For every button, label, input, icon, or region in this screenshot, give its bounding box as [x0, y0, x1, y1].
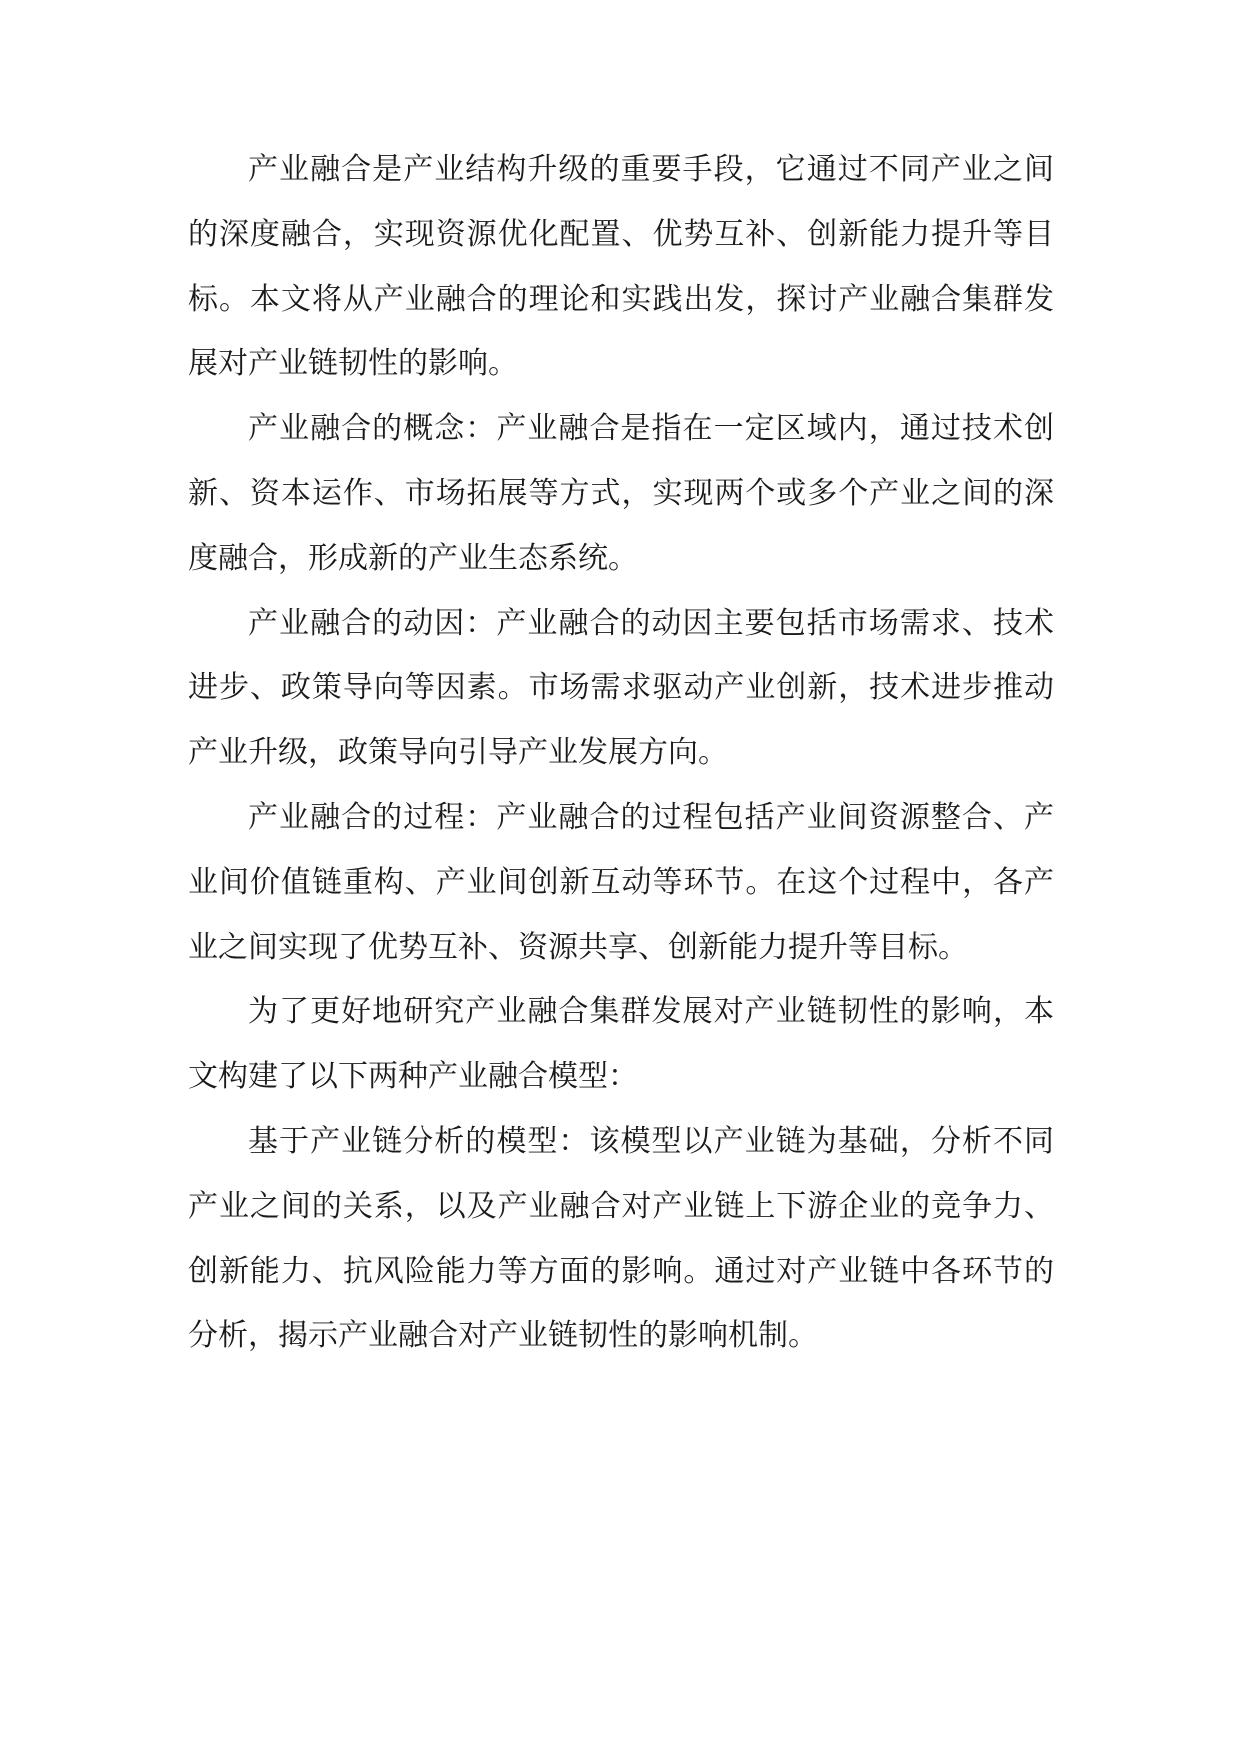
paragraph-concept: 产业融合的概念：产业融合是指在一定区域内，通过技术创新、资本运作、市场拓展等方式，实现两个或多个产业之间的深度融合，形成新的产业生态系统。: [188, 411, 1054, 576]
paragraph-intro: 产业融合是产业结构升级的重要手段，它通过不同产业之间的深度融合，实现资源优化配置、优势互补、创新能力提升等目标。本文将从产业融合的理论和实践出发，探讨产业融合集群发展对产业链韧性的影响。: [188, 152, 1054, 382]
paragraph-process: 产业融合的过程：产业融合的过程包括产业间资源整合、产业间价值链重构、产业间创新互动等环节。在这个过程中，各产业之间实现了优势互补、资源共享、创新能力提升等目标。: [188, 799, 1054, 965]
paragraph-models-intro: 为了更好地研究产业融合集群发展对产业链韧性的影响，本文构建了以下两种产业融合模型：: [188, 994, 1054, 1095]
paragraph-motivation: 产业融合的动因：产业融合的动因主要包括市场需求、技术进步、政策导向等因素。市场需求驱动产业创新，技术进步推动产业升级，政策导向引导产业发展方向。: [188, 605, 1054, 771]
paragraph-chain-model: 基于产业链分析的模型：该模型以产业链为基础，分析不同产业之间的关系，以及产业融合对产业链上下游企业的竞争力、创新能力、抗风险能力等方面的影响。通过对产业链中各环节的分析，揭示产业融合对产业链韧性的影响机制。: [188, 1123, 1054, 1354]
body-text: [188, 138, 1054, 1369]
